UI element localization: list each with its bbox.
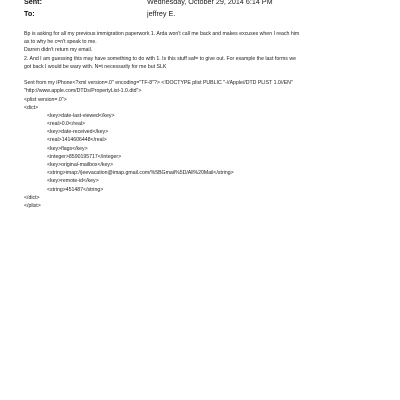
dict-line: <integer>8590195717</integer> <box>47 153 122 160</box>
email-header <box>24 0 394 20</box>
email-body <box>24 30 386 210</box>
body-line: got back I would be wary with. N=t necessarily for me but SLK <box>24 63 167 70</box>
to-label: To: <box>24 9 35 18</box>
dict-line: <real>0.0</real> <box>47 121 86 128</box>
dict-line: <key>remote-id</key> <box>47 178 99 185</box>
sent-label: Sent: <box>24 0 42 6</box>
body-line: <dict> <box>24 104 39 111</box>
body-line: </dict> <box>24 194 40 201</box>
body-line: </plist> <box>24 202 41 209</box>
body-line: Darren didn't return my email. <box>24 47 93 54</box>
plist-dict-entries <box>24 112 386 194</box>
to-row <box>24 8 394 20</box>
body-line: "http://www.apple.com/DTDs/PropertyList-1.0.dtd"> <box>24 88 142 95</box>
dict-line: <key>date-received</key> <box>47 129 109 136</box>
dict-line: <string>451487</string> <box>47 186 104 193</box>
body-line: Sent from my iPhone<?xml version=.0" encoding="TF-8"?> <!DOCTYPE plist PUBLIC "-//Apple//DTD PLIST 1.0//EN" <box>24 80 293 87</box>
paragraph-gap <box>24 71 386 79</box>
dict-line: <key>flags</key> <box>47 145 88 152</box>
dict-line: <string>imap://jeevacation@imap.gmail.com/%5BGmail%5D/All%20Mail</string> <box>47 170 234 177</box>
to-value: jeffrey E. <box>147 9 176 18</box>
dict-line: <real>1414606448</real> <box>47 137 107 144</box>
dict-line: <key>date-last-viewed</key> <box>47 112 115 119</box>
plist-closing <box>24 194 386 210</box>
message-paragraph <box>24 30 386 71</box>
body-line: as to why he c=n't speak to me. <box>24 39 97 46</box>
sent-row <box>24 0 394 8</box>
body-line: 2. And I am guessing this may have something to do with 1. Is this stuff saf= to give out. For example the last forms we <box>24 55 296 62</box>
dict-line: <key>original-mailbox</key> <box>47 162 114 168</box>
signature-plist-block <box>24 79 386 112</box>
body-line: <plist version=.0"> <box>24 96 67 103</box>
body-line: Bp is asking for all my previous immigration paperwork 1. Arda won't call me back and makes excuses when I reach him <box>24 31 300 37</box>
sent-value: Wednesday, October 29, 2014 6:14 PM <box>147 0 273 6</box>
